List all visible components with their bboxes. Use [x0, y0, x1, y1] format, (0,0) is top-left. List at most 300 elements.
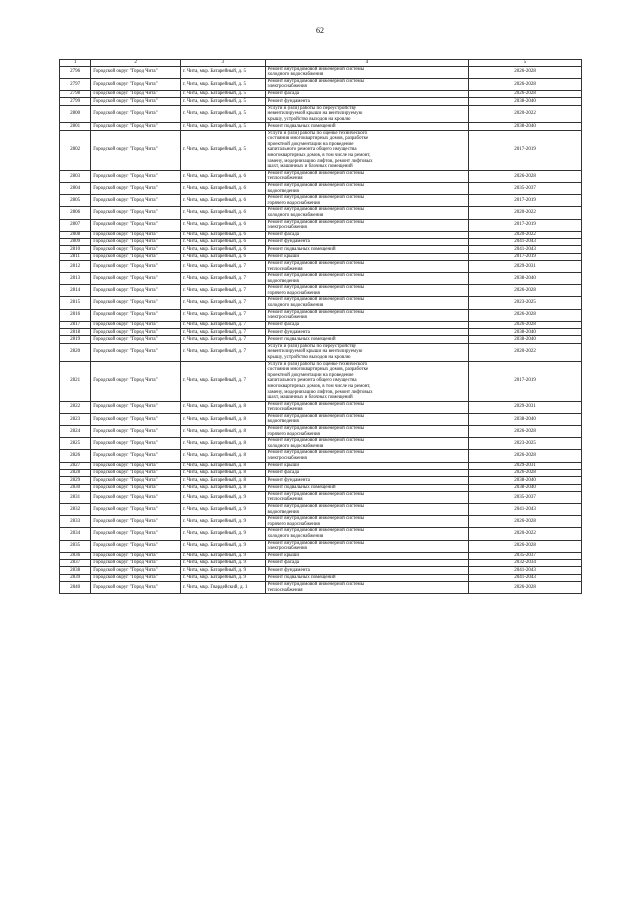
municipality-cell: Городской округ "Город Чита"	[91, 336, 181, 343]
period-cell: 2026-2028	[469, 450, 582, 462]
work-type-cell	[265, 413, 469, 425]
work-type-cell	[265, 336, 469, 343]
work-type-line: капитального ремонта общего имущества	[267, 378, 357, 384]
address-cell: г. Чита, мкр. Батарейный, д. 8	[180, 469, 265, 476]
work-type-line: Ремонт фасада	[267, 560, 299, 566]
row-number: 2823	[60, 413, 91, 425]
work-type-line: холодного водоснабжения	[267, 533, 324, 539]
row-number: 2817	[60, 321, 91, 328]
row-number: 2813	[60, 273, 91, 285]
work-type-line: Ремонт внутридомовой инженерной системы	[267, 528, 365, 534]
address-cell: г. Чита, мкр. Батарейный, д. 8	[180, 450, 265, 462]
municipality-cell: Городской округ "Город Чита"	[91, 219, 181, 231]
row-number: 2833	[60, 516, 91, 528]
table-row	[60, 285, 582, 297]
table-row	[60, 239, 582, 246]
row-number: 2836	[60, 552, 91, 559]
work-type-line: холодного водоснабжения	[267, 212, 324, 218]
work-type-line: Ремонт внутридомовой инженерной системы	[267, 309, 365, 315]
address-cell: г. Чита, мкр. Батарейный, д. 9	[180, 560, 265, 567]
row-number: 2835	[60, 540, 91, 552]
municipality-cell: Городской округ "Город Чита"	[91, 170, 181, 182]
address-cell: г. Чита, мкр. Батарейный, д. 9	[180, 504, 265, 516]
header-col-1: 1	[60, 60, 91, 67]
address-cell: г. Чита, мкр. Батарейный, д. 8	[180, 426, 265, 438]
work-type-cell	[265, 567, 469, 574]
table-row	[60, 567, 582, 574]
period-cell: 2026-2028	[469, 66, 582, 78]
work-type-line: электроснабжения	[267, 456, 307, 462]
period-cell: 2020-2022	[469, 343, 582, 361]
municipality-cell: Городской округ "Город Чита"	[91, 123, 181, 130]
address-cell: г. Чита, мкр. Батарейный, д. 6	[180, 219, 265, 231]
work-type-line: Ремонт внутридомовой инженерной системы	[267, 170, 365, 176]
period-cell: 2038-2040	[469, 413, 582, 425]
work-type-line: холодного водоснабжения	[267, 303, 324, 309]
work-type-cell	[265, 462, 469, 469]
municipality-cell: Городской округ "Город Чита"	[91, 321, 181, 328]
municipality-cell: Городской округ "Город Чита"	[91, 207, 181, 219]
period-cell: 2041-2043	[469, 246, 582, 253]
table-row	[60, 260, 582, 272]
period-cell: 2020-2022	[469, 231, 582, 238]
row-number: 2820	[60, 343, 91, 361]
work-type-cell	[265, 219, 469, 231]
work-type-cell	[265, 260, 469, 272]
work-type-line: Ремонт фундамента	[267, 477, 310, 483]
work-type-cell	[265, 469, 469, 476]
row-number: 2810	[60, 246, 91, 253]
address-cell: г. Чита, мкр. Батарейный, д. 5	[180, 66, 265, 78]
table-row	[60, 581, 582, 593]
work-type-line: Ремонт внутридомовой инженерной системы	[267, 260, 365, 266]
table-row	[60, 401, 582, 413]
work-type-line: теплоснабжения	[267, 407, 303, 413]
municipality-cell: Городской округ "Город Чита"	[91, 253, 181, 260]
period-cell: 2035-2037	[469, 182, 582, 194]
municipality-cell: Городской округ "Город Чита"	[91, 260, 181, 272]
address-cell: г. Чита, мкр. Батарейный, д. 9	[180, 516, 265, 528]
period-cell: 2020-2022	[469, 105, 582, 123]
work-type-cell	[265, 516, 469, 528]
work-type-line: Ремонт крыши	[267, 253, 300, 259]
row-number: 2831	[60, 491, 91, 503]
row-number: 2824	[60, 426, 91, 438]
address-cell: г. Чита, мкр. Батарейный, д. 7	[180, 273, 265, 285]
table-row	[60, 273, 582, 285]
row-number: 2801	[60, 123, 91, 130]
municipality-cell: Городской округ "Город Чита"	[91, 567, 181, 574]
work-type-cell	[265, 329, 469, 336]
period-cell: 2026-2028	[469, 321, 582, 328]
table-row	[60, 90, 582, 97]
work-type-line: проектной документации на проведение	[267, 141, 354, 147]
table-row	[60, 336, 582, 343]
period-cell: 2041-2043	[469, 574, 582, 581]
table-row	[60, 426, 582, 438]
address-cell: г. Чита, мкр. Батарейный, д. 9	[180, 540, 265, 552]
work-type-cell	[265, 552, 469, 559]
table-row	[60, 321, 582, 328]
address-cell: г. Чита, мкр. Батарейный, д. 6	[180, 253, 265, 260]
table-row	[60, 297, 582, 309]
table-row	[60, 450, 582, 462]
work-type-line: шахт, машинных и блочных помещений	[267, 395, 353, 401]
municipality-cell: Городской округ "Город Чита"	[91, 66, 181, 78]
work-type-cell	[265, 361, 469, 401]
work-type-line: водоотведения	[267, 509, 299, 515]
work-type-line: Ремонт внутридомовой инженерной системы	[267, 66, 365, 72]
work-type-line: Ремонт внутридомовой инженерной системы	[267, 195, 365, 201]
work-type-cell	[265, 246, 469, 253]
table-row	[60, 105, 582, 123]
work-type-line: Ремонт внутридомовой инженерной системы	[267, 516, 365, 522]
work-type-line: Ремонт подвальных помещений	[267, 484, 336, 490]
work-type-cell	[265, 574, 469, 581]
row-number: 2802	[60, 130, 91, 170]
period-cell: 2017-2019	[469, 130, 582, 170]
table-row	[60, 246, 582, 253]
municipality-cell: Городской округ "Город Чита"	[91, 361, 181, 401]
row-number: 2834	[60, 528, 91, 540]
work-type-line: крышу, устройство выходов на кровлю	[267, 116, 351, 122]
work-type-line: холодного водоснабжения	[267, 443, 324, 449]
address-cell: г. Чита, мкр. Батарейный, д. 7	[180, 361, 265, 401]
address-cell: г. Чита, мкр. Батарейный, д. 7	[180, 329, 265, 336]
address-cell: г. Чита, мкр. Батарейный, д. 7	[180, 297, 265, 309]
municipality-cell: Городской округ "Город Чита"	[91, 239, 181, 246]
work-type-cell	[265, 105, 469, 123]
table-row	[60, 462, 582, 469]
work-type-cell	[265, 90, 469, 97]
period-cell: 2026-2028	[469, 90, 582, 97]
address-cell: г. Чита, мкр. Батарейный, д. 8	[180, 477, 265, 484]
work-type-line: Услуги и (или) работы по переустройству	[267, 343, 357, 349]
work-type-cell	[265, 581, 469, 593]
period-cell: 2035-2037	[469, 552, 582, 559]
period-cell: 2020-2022	[469, 528, 582, 540]
work-type-cell	[265, 343, 469, 361]
address-cell: г. Чита, мкр. Батарейный, д. 9	[180, 491, 265, 503]
capital-repair-table	[59, 59, 582, 594]
row-number: 2796	[60, 66, 91, 78]
work-type-cell	[265, 484, 469, 491]
work-type-line: холодного водоснабжения	[267, 72, 324, 78]
row-number: 2828	[60, 469, 91, 476]
address-cell: г. Чита, мкр. Гвардейский, д. 1	[180, 581, 265, 593]
work-type-line: Ремонт внутридомовой инженерной системы	[267, 438, 365, 444]
period-cell: 2026-2028	[469, 469, 582, 476]
period-cell: 2038-2040	[469, 123, 582, 130]
municipality-cell: Городской округ "Город Чита"	[91, 329, 181, 336]
municipality-cell: Городской округ "Город Чита"	[91, 231, 181, 238]
address-cell: г. Чита, мкр. Батарейный, д. 5	[180, 78, 265, 90]
table-body	[60, 60, 582, 594]
work-type-cell	[265, 540, 469, 552]
row-number: 2798	[60, 90, 91, 97]
work-type-cell	[265, 195, 469, 207]
address-cell: г. Чита, мкр. Батарейный, д. 8	[180, 413, 265, 425]
row-number: 2808	[60, 231, 91, 238]
page-number: 62	[316, 26, 324, 35]
period-cell: 2026-2028	[469, 309, 582, 321]
municipality-cell: Городской округ "Город Чита"	[91, 491, 181, 503]
work-type-cell	[265, 309, 469, 321]
work-type-cell	[265, 78, 469, 90]
work-type-cell	[265, 170, 469, 182]
municipality-cell: Городской округ "Город Чита"	[91, 413, 181, 425]
address-cell: г. Чита, мкр. Батарейный, д. 5	[180, 98, 265, 105]
row-number: 2807	[60, 219, 91, 231]
period-cell: 2026-2028	[469, 426, 582, 438]
work-type-line: горячего водоснабжения	[267, 521, 320, 527]
address-cell: г. Чита, мкр. Батарейный, д. 6	[180, 239, 265, 246]
period-cell: 2017-2019	[469, 361, 582, 401]
header-col-2: 2	[91, 60, 181, 67]
row-number: 2803	[60, 170, 91, 182]
row-number: 2811	[60, 253, 91, 260]
address-cell: г. Чита, мкр. Батарейный, д. 8	[180, 401, 265, 413]
row-number: 2825	[60, 438, 91, 450]
work-type-line: проектной документации на проведение	[267, 372, 354, 378]
table-row	[60, 309, 582, 321]
work-type-line: электроснабжения	[267, 315, 307, 321]
table-row	[60, 560, 582, 567]
work-type-line: Ремонт подвальных помещений	[267, 336, 336, 342]
period-cell: 2029-2031	[469, 260, 582, 272]
address-cell: г. Чита, мкр. Батарейный, д. 6	[180, 246, 265, 253]
municipality-cell: Городской округ "Город Чита"	[91, 450, 181, 462]
work-type-cell	[265, 438, 469, 450]
work-type-line: Ремонт крыши	[267, 553, 300, 559]
work-type-line: крышу, устройство выходов на кровлю	[267, 354, 351, 360]
table-row	[60, 528, 582, 540]
municipality-cell: Городской округ "Город Чита"	[91, 343, 181, 361]
work-type-line: электроснабжения	[267, 225, 307, 231]
municipality-cell: Городской округ "Город Чита"	[91, 285, 181, 297]
period-cell: 2041-2043	[469, 504, 582, 516]
work-type-cell	[265, 182, 469, 194]
period-cell: 2017-2019	[469, 253, 582, 260]
table-row	[60, 219, 582, 231]
municipality-cell: Городской округ "Город Чита"	[91, 297, 181, 309]
address-cell: г. Чита, мкр. Батарейный, д. 7	[180, 336, 265, 343]
row-number: 2819	[60, 336, 91, 343]
address-cell: г. Чита, мкр. Батарейный, д. 9	[180, 552, 265, 559]
work-type-line: водоотведения	[267, 419, 299, 425]
row-number: 2814	[60, 285, 91, 297]
work-type-line: Ремонт внутридомовой инженерной системы	[267, 219, 365, 225]
row-number: 2800	[60, 105, 91, 123]
work-type-line: Ремонт крыши	[267, 462, 300, 468]
row-number: 2805	[60, 195, 91, 207]
table-row	[60, 195, 582, 207]
work-type-line: Ремонт внутридомовой инженерной системы	[267, 491, 365, 497]
work-type-line: невентилируемой крыши на вентилируемую	[267, 111, 363, 117]
work-type-line: Ремонт внутридомовой инженерной системы	[267, 207, 365, 213]
table-row	[60, 343, 582, 361]
table-row	[60, 329, 582, 336]
work-type-line: Ремонт внутридомовой инженерной системы	[267, 540, 365, 546]
work-type-line: состояния многоквартирных домов, разработке	[267, 367, 369, 373]
work-type-cell	[265, 273, 469, 285]
period-cell: 2026-2028	[469, 516, 582, 528]
period-cell: 2038-2040	[469, 477, 582, 484]
period-cell: 2038-2040	[469, 329, 582, 336]
work-type-line: Ремонт внутридомовой инженерной системы	[267, 401, 365, 407]
work-type-cell	[265, 253, 469, 260]
municipality-cell: Городской округ "Город Чита"	[91, 309, 181, 321]
work-type-line: Ремонт внутридомовой инженерной системы	[267, 581, 365, 587]
table-header-row	[60, 60, 582, 67]
municipality-cell: Городской округ "Город Чита"	[91, 504, 181, 516]
row-number: 2822	[60, 401, 91, 413]
work-type-line: Ремонт внутридомовой инженерной системы	[267, 285, 365, 291]
address-cell: г. Чита, мкр. Батарейный, д. 6	[180, 182, 265, 194]
work-type-cell	[265, 560, 469, 567]
table-row	[60, 540, 582, 552]
work-type-line: состояния многоквартирных домов, разработке	[267, 136, 369, 142]
work-type-line: капитального ремонта общего имущества	[267, 147, 357, 153]
work-type-line: Услуги и (или) работы по оценке технического	[267, 130, 368, 136]
work-type-line: Ремонт внутридомовой инженерной системы	[267, 426, 365, 432]
work-type-line: горячего водоснабжения	[267, 200, 320, 206]
work-type-line: горячего водоснабжения	[267, 431, 320, 437]
period-cell: 2026-2028	[469, 285, 582, 297]
address-cell: г. Чита, мкр. Батарейный, д. 7	[180, 321, 265, 328]
table-row	[60, 552, 582, 559]
period-cell: 2038-2040	[469, 273, 582, 285]
work-type-line: Услуги и (или) работы по оценке технического	[267, 361, 368, 367]
work-type-cell	[265, 66, 469, 78]
row-number: 2812	[60, 260, 91, 272]
municipality-cell: Городской округ "Город Чита"	[91, 105, 181, 123]
municipality-cell: Городской округ "Город Чита"	[91, 182, 181, 194]
address-cell: г. Чита, мкр. Батарейный, д. 6	[180, 231, 265, 238]
municipality-cell: Городской округ "Город Чита"	[91, 438, 181, 450]
work-type-line: электроснабжения	[267, 84, 307, 90]
row-number: 2797	[60, 78, 91, 90]
table-row	[60, 361, 582, 401]
row-number: 2821	[60, 361, 91, 401]
row-number: 2816	[60, 309, 91, 321]
work-type-cell	[265, 123, 469, 130]
work-type-line: Ремонт фасада	[267, 322, 299, 328]
municipality-cell: Городской округ "Город Чита"	[91, 560, 181, 567]
municipality-cell: Городской округ "Город Чита"	[91, 78, 181, 90]
table-row	[60, 130, 582, 170]
table-row	[60, 207, 582, 219]
work-type-line: Ремонт фундамента	[267, 567, 310, 573]
row-number: 2804	[60, 182, 91, 194]
row-number: 2832	[60, 504, 91, 516]
municipality-cell: Городской округ "Город Чита"	[91, 528, 181, 540]
work-type-cell	[265, 207, 469, 219]
period-cell: 2023-2025	[469, 297, 582, 309]
municipality-cell: Городской округ "Город Чита"	[91, 98, 181, 105]
header-col-3: 3	[180, 60, 265, 67]
work-type-cell	[265, 285, 469, 297]
row-number: 2838	[60, 567, 91, 574]
work-type-line: теплоснабжения	[267, 176, 303, 182]
work-type-line: теплоснабжения	[267, 497, 303, 503]
work-type-line: Ремонт фасада	[267, 232, 299, 238]
work-type-line: Ремонт подвальных помещений	[267, 123, 336, 129]
work-type-line: Ремонт внутридомовой инженерной системы	[267, 413, 365, 419]
work-type-line: Ремонт внутридомовой инженерной системы	[267, 273, 365, 279]
work-type-cell	[265, 450, 469, 462]
address-cell: г. Чита, мкр. Батарейный, д. 8	[180, 484, 265, 491]
work-type-cell	[265, 231, 469, 238]
work-type-line: замену, модернизацию лифтов, ремонт лифтовых	[267, 158, 373, 164]
work-type-line: шахт, машинных и блочных помещений	[267, 164, 353, 170]
work-type-line: Ремонт фундамента	[267, 239, 310, 245]
municipality-cell: Городской округ "Город Чита"	[91, 426, 181, 438]
row-number: 2818	[60, 329, 91, 336]
address-cell: г. Чита, мкр. Батарейный, д. 9	[180, 567, 265, 574]
period-cell: 2029-2031	[469, 462, 582, 469]
table-row	[60, 170, 582, 182]
address-cell: г. Чита, мкр. Батарейный, д. 8	[180, 462, 265, 469]
row-number: 2827	[60, 462, 91, 469]
period-cell: 2026-2028	[469, 170, 582, 182]
address-cell: г. Чита, мкр. Батарейный, д. 9	[180, 528, 265, 540]
address-cell: г. Чита, мкр. Батарейный, д. 5	[180, 123, 265, 130]
row-number: 2809	[60, 239, 91, 246]
work-type-line: Ремонт внутридомовой инженерной системы	[267, 450, 365, 456]
work-type-cell	[265, 477, 469, 484]
period-cell: 2035-2037	[469, 491, 582, 503]
work-type-cell	[265, 426, 469, 438]
row-number: 2826	[60, 450, 91, 462]
work-type-cell	[265, 297, 469, 309]
address-cell: г. Чита, мкр. Батарейный, д. 5	[180, 130, 265, 170]
period-cell: 2020-2022	[469, 207, 582, 219]
work-type-line: горячего водоснабжения	[267, 290, 320, 296]
work-type-line: Услуги и (или) работы по переустройству	[267, 105, 357, 111]
table-row	[60, 477, 582, 484]
address-cell: г. Чита, мкр. Батарейный, д. 6	[180, 195, 265, 207]
row-number: 2829	[60, 477, 91, 484]
period-cell: 2023-2025	[469, 438, 582, 450]
row-number: 2815	[60, 297, 91, 309]
municipality-cell: Городской округ "Город Чита"	[91, 581, 181, 593]
work-type-line: невентилируемой крыши на вентилируемую	[267, 349, 363, 355]
work-type-line: Ремонт подвальных помещений	[267, 574, 336, 580]
table-row	[60, 504, 582, 516]
row-number: 2839	[60, 574, 91, 581]
period-cell: 2038-2040	[469, 98, 582, 105]
municipality-cell: Городской округ "Город Чита"	[91, 540, 181, 552]
table-row	[60, 66, 582, 78]
work-type-cell	[265, 321, 469, 328]
municipality-cell: Городской округ "Город Чита"	[91, 401, 181, 413]
address-cell: г. Чита, мкр. Батарейный, д. 9	[180, 574, 265, 581]
table-row	[60, 574, 582, 581]
row-number: 2799	[60, 98, 91, 105]
work-type-line: Ремонт внутридомовой инженерной системы	[267, 297, 365, 303]
municipality-cell: Городской округ "Город Чита"	[91, 484, 181, 491]
municipality-cell: Городской округ "Город Чита"	[91, 516, 181, 528]
work-type-line: водоотведения	[267, 188, 299, 194]
municipality-cell: Городской округ "Город Чита"	[91, 90, 181, 97]
work-type-line: Ремонт внутридомовой инженерной системы	[267, 504, 365, 509]
row-number: 2837	[60, 560, 91, 567]
address-cell: г. Чита, мкр. Батарейный, д. 7	[180, 260, 265, 272]
table-row	[60, 123, 582, 130]
row-number: 2840	[60, 581, 91, 593]
municipality-cell: Городской округ "Город Чита"	[91, 246, 181, 253]
